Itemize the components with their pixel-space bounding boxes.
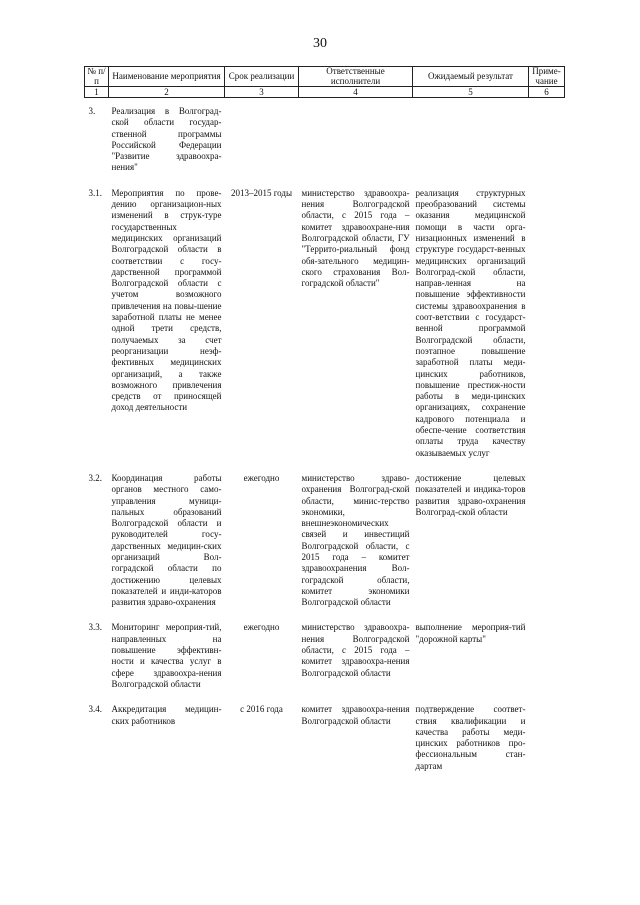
row-result	[413, 106, 529, 174]
table-row	[85, 704, 565, 772]
column-number: 6	[529, 87, 565, 98]
measures-table	[84, 66, 565, 772]
row-number: 3.2.	[88, 472, 102, 483]
row-result: подтверждение соответ-ствия квалификации и качества работы меди-цинских работников про-фессиональным стан-дартам	[415, 704, 526, 771]
column-numbers-row	[85, 87, 565, 98]
header-executors: Ответственные исполнители	[299, 67, 413, 87]
header-term: Срок реализации	[225, 67, 299, 87]
row-measure: Реализация в Волгоград-ской области государ-ственной программы Российской Федерации "Развитие здравоохра-нения"	[111, 106, 222, 173]
column-number: 5	[413, 87, 529, 98]
column-number: 3	[225, 87, 299, 98]
row-note	[529, 473, 565, 609]
header-number: № п/п	[85, 67, 109, 87]
row-result: реализация структурных преобразований системы оказания медицинской помощи в части орга-низационных изменений в структуре государст-венных медицинских организаций Волгоград-ской области, направ-ленная на повышение эффективности системы здравоохранения в соот-ветствии с государст-венной программой Волгоградской области, поэтапное повышение заработной платы меди-цинских работников, повышение престиж-ности работы в меди-цинских организациях, сохранение кадрового потенциала и обеспе-чение соответствия оплаты труда качеству оказываемых услуг	[415, 187, 526, 458]
header-note: Приме-чание	[529, 67, 565, 87]
column-number: 2	[109, 87, 225, 98]
row-measure: Координация работы органов местного само-управления муници-пальных образований Волгоградской области и руководителей госу-дарственных медицин-ских организаций Вол-гоградской области по достижению целевых показателей и инди-каторов развития здраво-охранения	[111, 472, 222, 608]
column-number: 4	[299, 87, 413, 98]
table-row	[85, 106, 565, 174]
row-measure: Мониторинг мероприя-тий, направленных на повышение эффективн-ности и качества услуг в сфере здравоохра-нения Волгоградской области	[111, 622, 222, 689]
row-measure: Мероприятия по прове-дению организацион-ных изменений в струк-туре государственных медицинских организаций Волгоградской области в соответствии с госу-дарственной программой Волгоградской области с учетом возможного привлечения на повы-шение заработной платы не менее одной трети средств, получаемых за счет реорганизации неэф-фективных медицинских организаций, а также возможного привлечения средств от приносящей доход деятельности	[111, 187, 222, 413]
row-number: 3.	[88, 106, 96, 116]
row-term: с 2016 года	[240, 704, 283, 715]
page-number: 30	[313, 36, 327, 51]
row-term: ежегодно	[243, 472, 280, 483]
row-executors: министерство здравоохра-нения Волгоградской области, с 2015 года – комитет здравоохра-нения Волгоградской области	[301, 622, 410, 678]
row-result: достижение целевых показателей и индика-торов развития здраво-охранения Волгоград-ской области	[415, 472, 526, 517]
row-note	[529, 106, 565, 174]
row-executors: комитет здравоохра-нения Волгоградской области	[301, 704, 410, 726]
row-result: выполнение мероприя-тий "дорожной карты"	[415, 622, 526, 644]
row-executors: министерство здраво-охранения Волгоград-ской области, минис-терство экономики, внешнеэкономических связей и инвестиций Волгоградской области, с 2015 года – комитет здравоохранения Вол-гоградской области, комитет экономики Волгоградской области	[301, 472, 410, 608]
row-number: 3.4.	[88, 704, 102, 715]
header-result: Ожидаемый результат	[413, 67, 529, 87]
row-note	[529, 704, 565, 772]
row-number: 3.1.	[88, 187, 102, 198]
table-row	[85, 188, 565, 459]
table-row	[85, 622, 565, 690]
row-executors	[299, 106, 413, 174]
row-number: 3.3.	[88, 622, 102, 633]
table-header-row	[85, 67, 565, 87]
row-executors: министерство здравоохра-нения Волгоградской области, с 2015 года – комитет здравоохране-ния Волгоградской области, ГУ "Террито-риальный фонд обя-зательного медицин-ского страхования Вол-гоградской области"	[301, 187, 410, 289]
row-note	[529, 188, 565, 459]
column-number: 1	[85, 87, 109, 98]
row-term	[225, 106, 299, 174]
row-note	[529, 622, 565, 690]
row-measure: Аккредитация медицин-ских работников	[111, 704, 222, 726]
header-measure: Наименование мероприятия	[109, 67, 225, 87]
table-row	[85, 473, 565, 609]
row-term: 2013–2015 годы	[230, 187, 293, 198]
row-term: ежегодно	[243, 622, 280, 633]
